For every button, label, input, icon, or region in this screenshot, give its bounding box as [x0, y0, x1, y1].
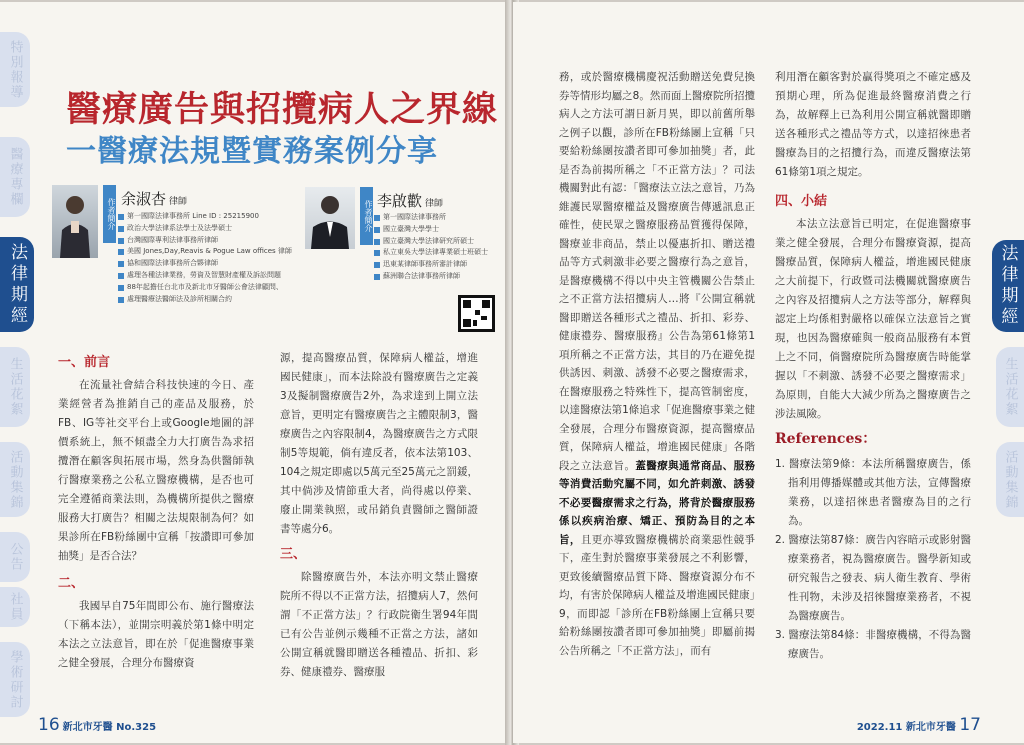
article-title: 醫療廣告與招攬病人之界線 — [66, 89, 499, 130]
author1-credentials — [117, 211, 292, 305]
paragraph: 本法立法意旨已明定，在促進醫療事業之健全發展，合理分布醫療資源，提高醫療品質，保障病人權益，增進國民健康之大前提下，行政暨司法機關就醫療廣告之內容及招攬病人之方法等部分，解釋與認定上均係相對嚴格以確保立法意旨之實現，也因為醫療確與一般商品服務有本質上之不同，倘醫療院所為醫療廣告時能掌握以「不刺激、誘發不必要之醫療需求」為原則，自能大大減少所為之醫療廣告之涉法風險。 — [775, 218, 971, 420]
author2-credentials — [373, 212, 488, 283]
credential: 美國 Jones,Day,Reavis & Pogue Law offices 律師 — [117, 246, 292, 258]
footer-right: 2022.11 新北市牙醫 17 — [856, 715, 981, 735]
right-column-2 — [775, 68, 971, 664]
paragraph: 我國早自75年間即公布、施行醫療法（下稱本法），並開宗明義於第1條中明定本法之立法意旨，即在於「促進醫療事業之健全發展，合理分布醫療資 — [58, 600, 254, 669]
section-heading: 一、前言 — [58, 355, 111, 370]
left-tab-7[interactable]: 學術研討 — [0, 642, 30, 717]
article-subtitle: 一醫療法規暨實務案例分享 — [66, 134, 438, 169]
left-tab-5[interactable]: 公告 — [0, 532, 30, 582]
paragraph: 利用潛在顧客對於贏得獎項之不確定感及預期心理，所為促進最終醫療消費之行為，故解釋上已為利用公開宣稱就醫即贈送各種形式之禮品等方式，以達招徠患者醫療為目的之招攬行為，而違反醫療法第61條第1項之規定。 — [775, 71, 971, 178]
right-page — [513, 2, 1024, 743]
author2-photo — [305, 187, 355, 249]
author2-name: 李啟歡 律師 — [377, 192, 444, 210]
left-column-2 — [280, 349, 478, 682]
left-tab-active[interactable]: 法律期經 — [0, 237, 34, 332]
left-tab-1[interactable]: 醫療專欄 — [0, 137, 30, 217]
paragraph: 務，或於醫療機構慶祝活動贈送免費兒換券等情形均屬之8。然而面上醫療院所招攬病人之方法可謂日新月異，即以前舊所舉之例子以觀，診所在FB粉絲團上宣稱「只要給粉絲團按讚者即可參加抽獎」者，此是否為前揭所稱之「不正當方法」？司法機關對此有認：「醫療法立法之意旨，乃為維護民眾醫療權益及醫療廣告傳遞訊息正確性，使民眾之醫療服務品質獲得保障，醫療並非商品，禁止以優惠折扣、贈送禮品等方式刺激非必要之醫療行為之意旨，是醫療機構不得以中央主管機關公告禁止之不正當方法招攬病人…將『公開宣稱就醫即贈送各種形式之禮品、折扣、彩券、健康禮券、醫療服務』公告為第61條第1項所稱之不正當方法，其目的乃在避免提供誘因、刺激、誘發不必要之醫療需求，在醫療服務之特殊性下，提高管制密度，以達醫療法第1條追求「促進醫療事業之健全發展，合理分布醫療資源，提高醫療品質，保障病人權益，增進國民健康」各階段之立法意旨。蓋醫療與通常商品、服務等消費活動究屬不同，如允許刺激、誘發不必要醫療需求之行為，將背於醫療服務係以疾病治療、矯正、預防為目的之本旨，且更亦導致醫療機構於商業惡性競爭下，產生對於醫療事業發展之不利影響，更致後續醫療品質下降、醫療資源分布不均，有害於保障病人權益及增進國民健康」9，而即認「診所在FB粉絲團上宣稱只要給粉絲團按讚者即可參加抽獎」即屬前揭公告所稱之「不正當方法」，而有 — [559, 71, 756, 657]
qr-code[interactable] — [458, 295, 495, 332]
credential: 迅東某律師事務所審計律師 — [373, 259, 488, 271]
section-heading: 三、 — [280, 547, 307, 562]
credential: 國立臺灣大學學士 — [373, 224, 488, 236]
author1-photo — [52, 185, 98, 258]
right-tab-1[interactable]: 生活花絮 — [996, 347, 1024, 427]
left-page — [0, 2, 510, 743]
credential: 處理醫療法醫師法及診所相關合約 — [117, 294, 292, 306]
right-tab-active[interactable]: 法律期經 — [992, 240, 1024, 332]
credential: 政治大學法律系法學士及法學碩士 — [117, 223, 292, 235]
credential: 第一國際法律事務所 — [373, 212, 488, 224]
credential: 國立臺灣大學法律研究所碩士 — [373, 236, 488, 248]
left-tab-6[interactable]: 社員 — [0, 587, 30, 627]
reference-list — [775, 455, 971, 664]
paragraph: 除醫療廣告外，本法亦明文禁止醫療院所不得以不正當方法，招攬病人7，然何謂「不正當方法」？行政院衛生署94年間已有公告並例示幾種不正當之方法，諸如公開宣稱就醫即贈送各種禮品、折扣、彩券、健康禮券、醫療服 — [280, 571, 478, 678]
credential: 台灣國際專利法律事務所律師 — [117, 235, 292, 247]
left-tab-0[interactable]: 特別報導 — [0, 32, 30, 107]
left-tab-4[interactable]: 活動集錦 — [0, 442, 30, 517]
paragraph: 源，提高醫療品質，保障病人權益，增進國民健康」，而本法除設有醫療廣告之定義3及擬制醫療廣告2外，為求達到上開立法意旨，更明定有醫療廣告之主體限制3，醫療廣告之內容限制4，為醫療廣告之方式限制5等規範，倘有違反者，依本法第103、104之規定即處以5萬元至25萬元之罰鍰，其中倘涉及情節重大者，尚得處以停業、廢止開業執照，或吊銷負責醫師之醫師證書等處分6。 — [280, 352, 478, 535]
section-heading: 四、小結 — [775, 194, 828, 209]
section-heading: 二、 — [58, 576, 85, 591]
author1-name: 余淑杏 律師 — [121, 190, 188, 208]
reference-item: 3. 醫療法第84條：非醫療機構，不得為醫療廣告。 — [775, 629, 971, 660]
right-column-1 — [559, 68, 755, 660]
references-title: References： — [775, 431, 877, 447]
author1-label: 作者簡介 — [103, 185, 116, 243]
footer-left: 16 新北市牙醫 No.325 — [38, 715, 157, 735]
left-tab-3[interactable]: 生活花絮 — [0, 347, 30, 427]
paragraph: 在流量社會結合科技快速的今日、產業經營者為推銷自己的產品及服務，於FB、IG等社交平台上或Google地圖的評價系統上，無不傾盡全力大打廣告為求招攬潛在顧客與拓展市場，然身為供醫師執行醫療業務之公私立醫療機構，是否也可完全遵循商業法則，為機構所提供之醫療服務大打廣告？相關之法規限制為何？如果診所在FB粉絲團中宣稱「按讚即可參加抽獎」是否合法？ — [58, 379, 254, 562]
right-tab-2[interactable]: 活動集錦 — [996, 442, 1024, 517]
author2-label: 作者簡介 — [360, 187, 373, 245]
credential: 88年起擔任台北市及新北市牙醫師公會法律顧問、 — [117, 282, 292, 294]
reference-item: 2. 醫療法第87條：廣告內容暗示或影射醫療業務者，視為醫療廣告。醫學新知或研究報告之發表、病人衛生教育、學術性刊物，未涉及招徠醫療業務者，不視為醫療廣告。 — [775, 534, 971, 622]
credential: 第一國際法律事務所 Line ID : 25215900 — [117, 211, 292, 223]
credential: 處理各種法律業務，勞資及智慧財產權及訴訟問題 — [117, 270, 292, 282]
reference-item: 1. 醫療法第9條：本法所稱醫療廣告，係指利用傳播媒體或其他方法，宣傳醫療業務，以達招徠患者醫療為目的之行為。 — [775, 458, 971, 527]
credential: 私立東吳大學法律專業碩士班碩士 — [373, 247, 488, 259]
left-column-1 — [58, 349, 254, 673]
credential: 協和國際法律事務所合夥律師 — [117, 258, 292, 270]
credential: 蘇洲聯合法律事務所律師 — [373, 271, 488, 283]
